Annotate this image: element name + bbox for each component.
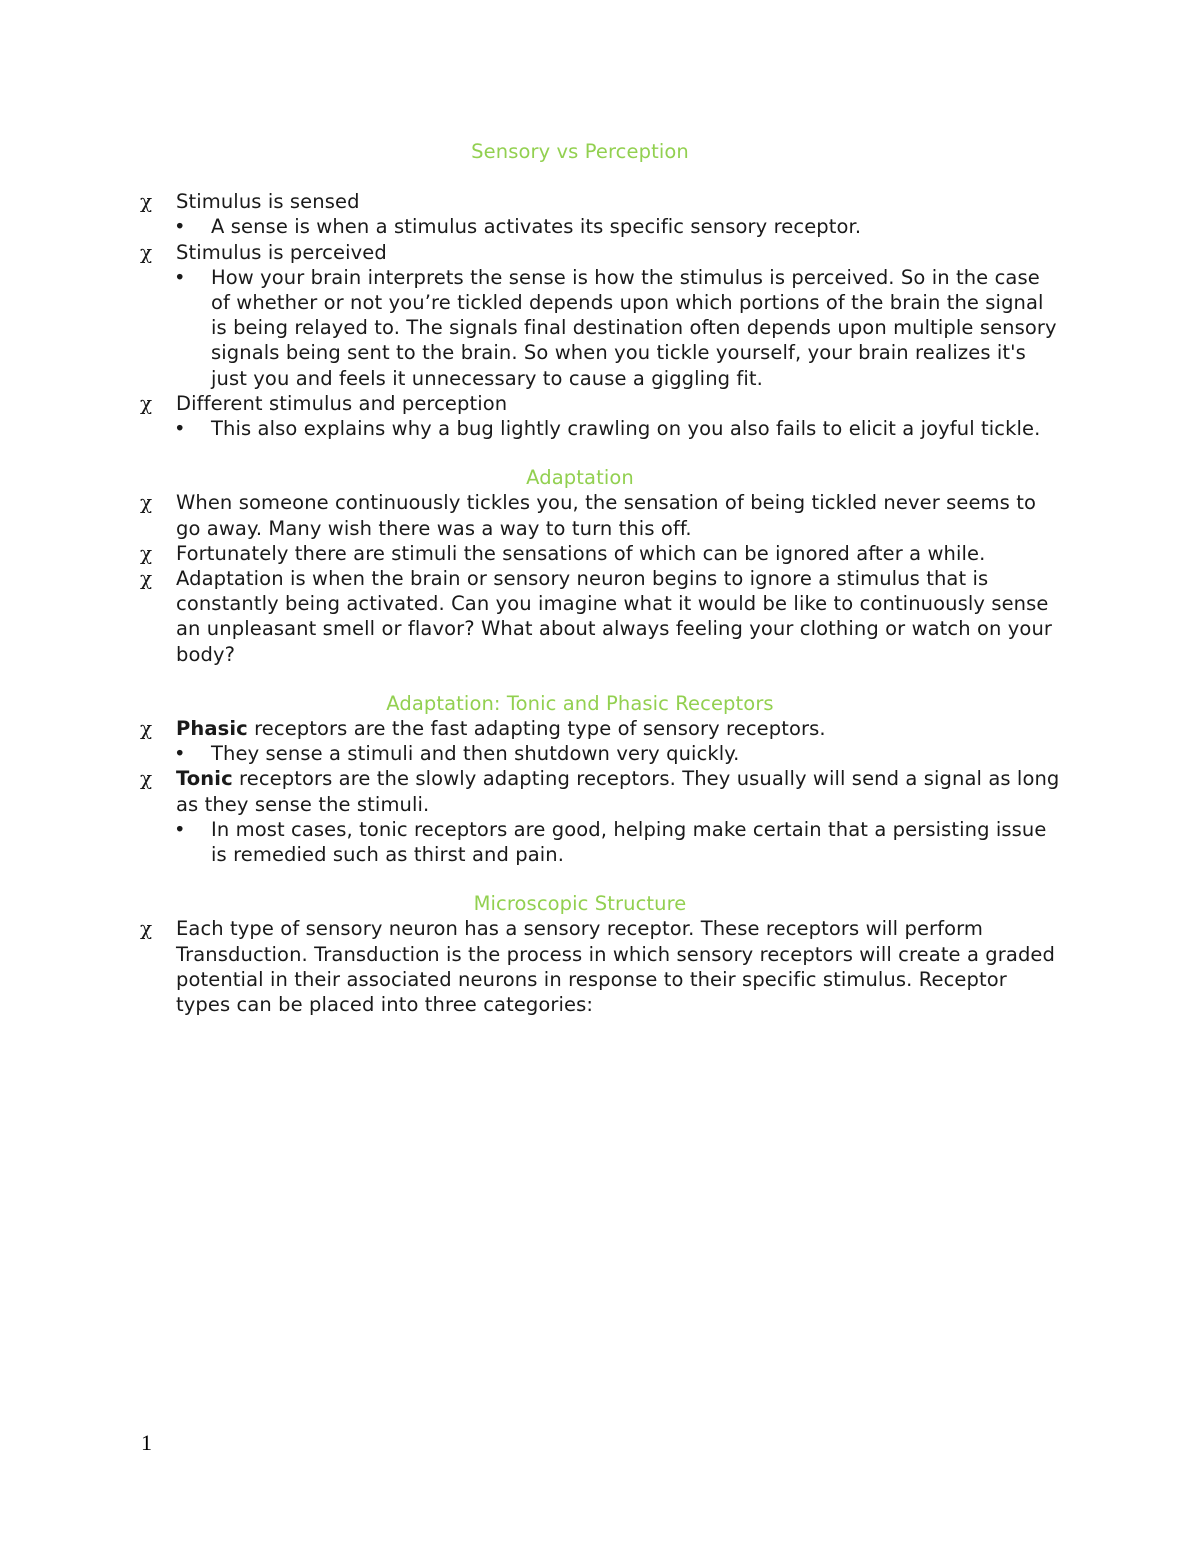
- section-heading: Adaptation: Tonic and Phasic Receptors: [386, 691, 774, 715]
- sub-list-item-text: A sense is when a stimulus activates its specific sensory receptor.: [211, 215, 862, 239]
- term-bold: Tonic: [176, 767, 233, 791]
- chi-bullet-icon: χ: [140, 916, 153, 941]
- chi-bullet-icon: χ: [140, 566, 153, 591]
- list-item-text: Stimulus is sensed: [176, 190, 360, 214]
- bullet-icon: •: [174, 215, 186, 239]
- list-item-text: receptors are the fast adapting type of sensory receptors.: [247, 717, 826, 741]
- sub-list-item: [140, 265, 1060, 391]
- sub-list-item-text: In most cases, tonic receptors are good, helping make certain that a persisting issue is remedied such as thirst and pain.: [211, 817, 1047, 867]
- document-body: [140, 139, 1060, 1017]
- sub-list-item: [140, 214, 1060, 239]
- chi-bullet-icon: χ: [140, 239, 153, 264]
- sub-list-item-text: This also explains why a bug lightly crawling on you also fails to elicit a joyful tickle.: [211, 417, 1041, 441]
- list-item: [140, 490, 1060, 540]
- list-item: [140, 391, 1060, 416]
- sub-list-item-text: They sense a stimuli and then shutdown very quickly.: [211, 742, 740, 766]
- list-item: [140, 541, 1060, 566]
- list-item-text: Adaptation is when the brain or sensory neuron begins to ignore a stimulus that is constantly being activated. Can you imagine what it would be like to continuously sense an unpleasant smell or flavor? What about always feeling your clothing or watch on your body?: [176, 567, 1053, 666]
- list-item: [140, 766, 1060, 816]
- chi-bullet-icon: χ: [140, 716, 153, 741]
- sub-list-item: [140, 741, 1060, 766]
- bullet-icon: •: [174, 265, 186, 289]
- list-item: [140, 240, 1060, 265]
- bullet-icon: •: [174, 417, 186, 441]
- section-heading: Adaptation: [526, 466, 634, 490]
- sub-list-item: [140, 817, 1060, 867]
- list-item: [140, 189, 1060, 214]
- chi-bullet-icon: χ: [140, 390, 153, 415]
- chi-bullet-icon: χ: [140, 490, 153, 515]
- list-item: [140, 566, 1060, 667]
- chi-bullet-icon: χ: [140, 766, 153, 791]
- list-item-text: When someone continuously tickles you, the sensation of being tickled never seems to go away. Many wish there was a way to turn this off.: [176, 491, 1036, 540]
- list-item-text: Each type of sensory neuron has a sensory receptor. These receptors will perform Transduction. Transduction is the process in which sensory receptors will create a graded potential in their associated neurons in response to their specific stimulus. Receptor types can be placed into three categories:: [176, 917, 1056, 1017]
- sub-list-item: [140, 416, 1060, 441]
- section-heading: Microscopic Structure: [473, 892, 687, 916]
- page-number: 1: [141, 1430, 152, 1455]
- list-item-text: Stimulus is perceived: [176, 240, 387, 264]
- bullet-icon: •: [174, 742, 186, 766]
- bullet-icon: •: [174, 817, 186, 841]
- list-item: [140, 716, 1060, 741]
- list-item: [140, 916, 1060, 1017]
- sub-list-item-text: How your brain interprets the sense is how the stimulus is perceived. So in the case of whether or not you’re tickled depends upon which portions of the brain the signal is being relayed to. The signals final destination often depends upon multiple sensory signals being sent to the brain. So when you tickle yourself, your brain realizes it's just you and feels it unnecessary to cause a giggling fit.: [211, 265, 1057, 390]
- section-heading: Sensory vs Perception: [471, 140, 689, 163]
- chi-bullet-icon: χ: [140, 189, 153, 214]
- list-item-text: Different stimulus and perception: [176, 391, 508, 415]
- list-item-text: receptors are the slowly adapting receptors. They usually will send a signal as long as they sense the stimuli.: [176, 767, 1060, 816]
- chi-bullet-icon: χ: [140, 540, 153, 565]
- term-bold: Phasic: [176, 717, 248, 741]
- list-item-text: Fortunately there are stimuli the sensations of which can be ignored after a while.: [176, 541, 986, 565]
